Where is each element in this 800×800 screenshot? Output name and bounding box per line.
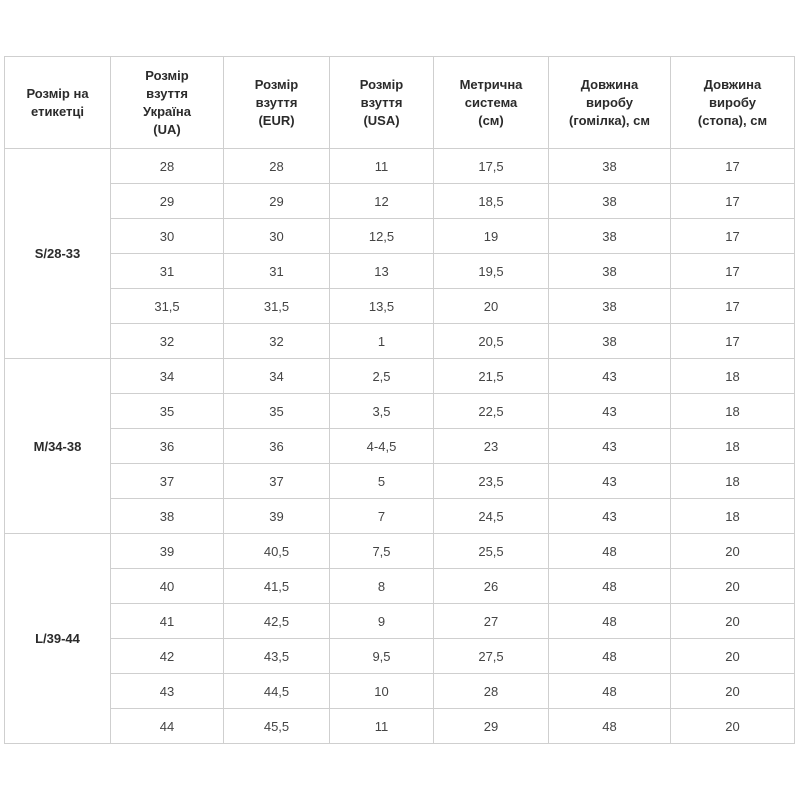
cell-eur: 41,5 [224, 569, 330, 604]
cell-eur: 37 [224, 464, 330, 499]
cell-eur: 36 [224, 429, 330, 464]
cell-usa: 11 [330, 149, 434, 184]
header-line: етикетці [31, 103, 84, 119]
cell-eur: 43,5 [224, 639, 330, 674]
header-length-shin [549, 57, 671, 149]
cell-metric: 27,5 [434, 639, 549, 674]
cell-length-foot: 20 [671, 639, 795, 674]
cell-metric: 23,5 [434, 464, 549, 499]
cell-usa: 9,5 [330, 639, 434, 674]
cell-metric: 18,5 [434, 184, 549, 219]
cell-metric: 20 [434, 289, 549, 324]
cell-usa: 3,5 [330, 394, 434, 429]
cell-usa: 4-4,5 [330, 429, 434, 464]
header-line: (USA) [363, 112, 400, 128]
cell-length-shin: 43 [549, 429, 671, 464]
cell-ua: 32 [111, 324, 224, 359]
cell-length-foot: 18 [671, 464, 795, 499]
cell-length-shin: 38 [549, 184, 671, 219]
header-line: (гомілка), см [569, 112, 650, 128]
header-row [5, 57, 795, 149]
cell-usa: 11 [330, 709, 434, 744]
cell-ua: 42 [111, 639, 224, 674]
table-row [5, 394, 795, 429]
cell-length-shin: 48 [549, 674, 671, 709]
header-line: (см) [478, 112, 504, 128]
table-row [5, 604, 795, 639]
cell-metric: 24,5 [434, 499, 549, 534]
cell-eur: 28 [224, 149, 330, 184]
table-row [5, 709, 795, 744]
cell-length-foot: 18 [671, 394, 795, 429]
cell-ua: 39 [111, 534, 224, 569]
header-metric [434, 57, 549, 149]
cell-usa: 10 [330, 674, 434, 709]
cell-length-shin: 43 [549, 359, 671, 394]
header-line: Довжина [703, 76, 762, 92]
table-row [5, 639, 795, 674]
cell-usa: 1 [330, 324, 434, 359]
header-ua-size [111, 57, 224, 149]
cell-length-shin: 48 [549, 569, 671, 604]
cell-length-foot: 18 [671, 359, 795, 394]
cell-usa: 7 [330, 499, 434, 534]
table-row [5, 499, 795, 534]
header-line: (EUR) [258, 112, 295, 128]
cell-usa: 12 [330, 184, 434, 219]
cell-usa: 13 [330, 254, 434, 289]
header-line: взуття [146, 85, 188, 101]
header-line: Метрична [459, 76, 523, 92]
cell-length-foot: 17 [671, 289, 795, 324]
table-row [5, 149, 795, 184]
cell-length-foot: 20 [671, 604, 795, 639]
header-line: Розмір [145, 67, 189, 83]
cell-length-foot: 17 [671, 219, 795, 254]
cell-ua: 28 [111, 149, 224, 184]
cell-metric: 27 [434, 604, 549, 639]
cell-metric: 17,5 [434, 149, 549, 184]
cell-ua: 31 [111, 254, 224, 289]
cell-metric: 26 [434, 569, 549, 604]
header-line: Розмір [254, 76, 299, 92]
cell-length-shin: 48 [549, 604, 671, 639]
cell-length-shin: 38 [549, 324, 671, 359]
cell-ua: 40 [111, 569, 224, 604]
cell-eur: 35 [224, 394, 330, 429]
cell-length-foot: 18 [671, 429, 795, 464]
cell-eur: 30 [224, 219, 330, 254]
table-row [5, 324, 795, 359]
cell-length-shin: 38 [549, 149, 671, 184]
table-row [5, 429, 795, 464]
cell-eur: 40,5 [224, 534, 330, 569]
cell-ua: 37 [111, 464, 224, 499]
cell-metric: 19 [434, 219, 549, 254]
header-usa-size [330, 57, 434, 149]
cell-ua: 38 [111, 499, 224, 534]
header-line: Розмір на [26, 85, 89, 101]
cell-ua: 44 [111, 709, 224, 744]
cell-eur: 45,5 [224, 709, 330, 744]
cell-metric: 19,5 [434, 254, 549, 289]
header-line: (стопа), см [697, 112, 768, 128]
cell-length-shin: 43 [549, 394, 671, 429]
cell-eur: 42,5 [224, 604, 330, 639]
cell-eur: 44,5 [224, 674, 330, 709]
cell-usa: 8 [330, 569, 434, 604]
cell-eur: 34 [224, 359, 330, 394]
cell-usa: 7,5 [330, 534, 434, 569]
cell-length-shin: 38 [549, 219, 671, 254]
cell-length-foot: 20 [671, 674, 795, 709]
cell-length-foot: 20 [671, 709, 795, 744]
table-row [5, 464, 795, 499]
cell-length-shin: 43 [549, 499, 671, 534]
cell-metric: 25,5 [434, 534, 549, 569]
cell-metric: 22,5 [434, 394, 549, 429]
cell-usa: 2,5 [330, 359, 434, 394]
table-header [5, 57, 795, 149]
header-line: (UA) [153, 121, 181, 137]
size-chart-table [4, 56, 795, 744]
cell-length-foot: 18 [671, 499, 795, 534]
cell-length-shin: 38 [549, 289, 671, 324]
cell-ua: 30 [111, 219, 224, 254]
cell-ua: 34 [111, 359, 224, 394]
header-eur-size [224, 57, 330, 149]
cell-ua: 35 [111, 394, 224, 429]
cell-metric: 28 [434, 674, 549, 709]
cell-metric: 21,5 [434, 359, 549, 394]
table-row [5, 359, 795, 394]
cell-length-foot: 17 [671, 149, 795, 184]
header-line: взуття [360, 94, 403, 110]
cell-eur: 39 [224, 499, 330, 534]
cell-ua: 41 [111, 604, 224, 639]
header-length-foot [671, 57, 795, 149]
cell-length-shin: 48 [549, 709, 671, 744]
table-body [5, 149, 795, 744]
table-row [5, 219, 795, 254]
cell-length-shin: 48 [549, 534, 671, 569]
cell-metric: 29 [434, 709, 549, 744]
cell-usa: 12,5 [330, 219, 434, 254]
header-line: система [464, 94, 518, 110]
cell-eur: 31,5 [224, 289, 330, 324]
cell-length-foot: 20 [671, 534, 795, 569]
cell-metric: 23 [434, 429, 549, 464]
table-row [5, 254, 795, 289]
size-group-label: S/28-33 [5, 149, 111, 359]
cell-length-foot: 17 [671, 324, 795, 359]
cell-length-shin: 38 [549, 254, 671, 289]
header-line: виробу [709, 94, 756, 110]
cell-eur: 32 [224, 324, 330, 359]
cell-ua: 43 [111, 674, 224, 709]
header-line: Розмір [359, 76, 404, 92]
cell-usa: 13,5 [330, 289, 434, 324]
cell-metric: 20,5 [434, 324, 549, 359]
cell-ua: 31,5 [111, 289, 224, 324]
table-row [5, 184, 795, 219]
cell-length-shin: 43 [549, 464, 671, 499]
table-row [5, 534, 795, 569]
cell-length-foot: 17 [671, 184, 795, 219]
table-row [5, 289, 795, 324]
header-line: взуття [255, 94, 298, 110]
cell-ua: 36 [111, 429, 224, 464]
cell-length-foot: 17 [671, 254, 795, 289]
size-group-label: L/39-44 [5, 534, 111, 744]
header-line: Довжина [580, 76, 639, 92]
header-line: виробу [586, 94, 633, 110]
header-line: Україна [142, 103, 191, 119]
cell-usa: 9 [330, 604, 434, 639]
cell-eur: 29 [224, 184, 330, 219]
cell-eur: 31 [224, 254, 330, 289]
header-label-size [5, 57, 111, 149]
cell-length-shin: 48 [549, 639, 671, 674]
cell-length-foot: 20 [671, 569, 795, 604]
cell-ua: 29 [111, 184, 224, 219]
table-row [5, 674, 795, 709]
table-row [5, 569, 795, 604]
size-group-label: M/34-38 [5, 359, 111, 534]
cell-usa: 5 [330, 464, 434, 499]
